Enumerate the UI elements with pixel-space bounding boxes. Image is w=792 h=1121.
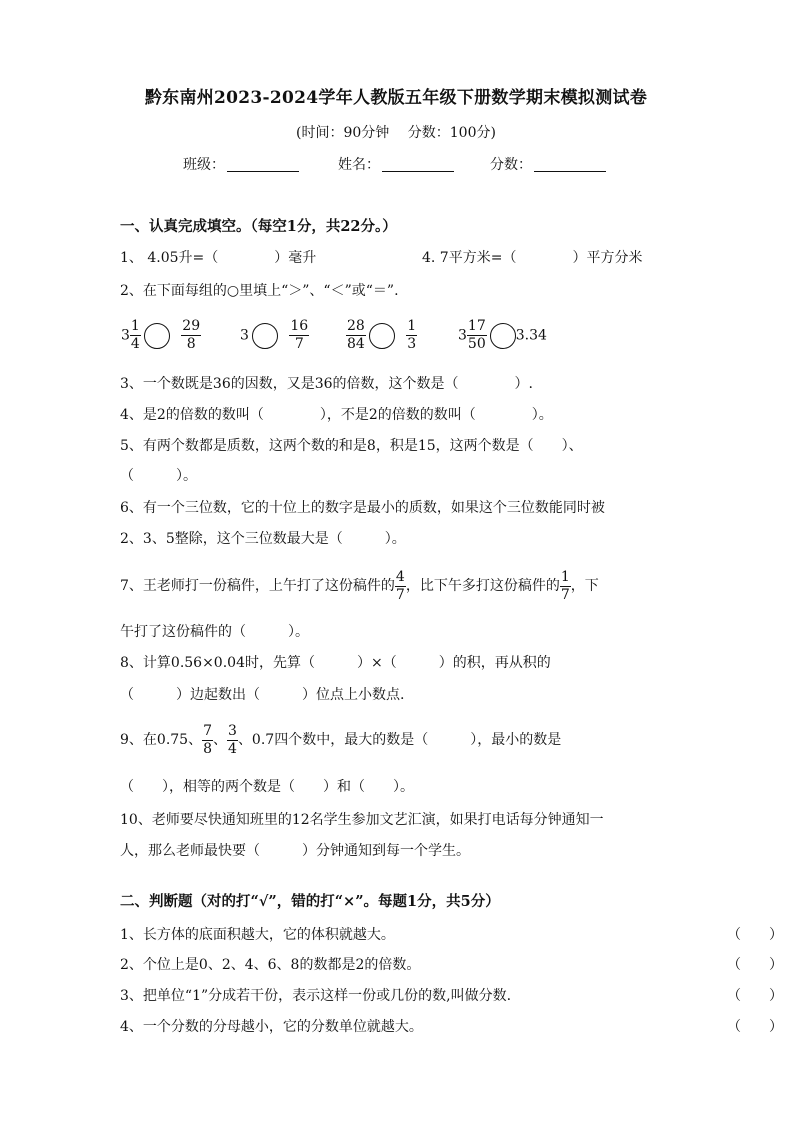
question-7-line2: 午打了这份稿件的（ ）。 bbox=[120, 624, 309, 640]
fraction-denominator: 50 bbox=[467, 336, 486, 352]
question-6-line1: 6、有一个三位数，它的十位上的数字是最小的质数，如果这个三位数能同时被 bbox=[120, 500, 605, 516]
fraction-numerator: 3 bbox=[228, 722, 237, 739]
question-9-line2: （ ），相等的两个数是（ ）和（ ）。 bbox=[120, 779, 414, 795]
question-8-line2: （ ）边起数出（ ）位点上小数点. bbox=[120, 687, 405, 703]
question-1b: 4. 7平方米=（ ）平方分米 bbox=[422, 250, 643, 266]
fraction bbox=[181, 318, 201, 353]
compare-circle[interactable] bbox=[369, 323, 395, 349]
class-label: 班级： bbox=[183, 157, 225, 173]
question-7-text-b: ，比下午多打这份稿件的 bbox=[405, 578, 560, 594]
judge-item bbox=[120, 955, 783, 975]
answer-paren[interactable]: （ ） bbox=[727, 957, 783, 973]
class-field[interactable] bbox=[183, 155, 299, 175]
answer-paren[interactable]: （ ） bbox=[727, 988, 783, 1004]
mixed-whole: 3 bbox=[121, 327, 130, 344]
compare-circle[interactable] bbox=[252, 323, 278, 349]
fraction bbox=[130, 318, 141, 353]
fraction bbox=[346, 318, 366, 353]
question-5-line2: （ ）。 bbox=[120, 468, 197, 484]
question-9-line1 bbox=[120, 720, 561, 760]
fraction-denominator: 84 bbox=[347, 336, 365, 352]
section1-heading: 一、认真完成填空。（每空1分，共22分。） bbox=[120, 218, 397, 235]
fraction bbox=[227, 723, 238, 758]
judge-statement: 4、一个分数的分母越小，它的分数单位就越大。 bbox=[120, 1019, 423, 1035]
fraction-denominator: 7 bbox=[294, 336, 304, 352]
name-field[interactable] bbox=[338, 155, 454, 175]
judge-item bbox=[120, 1017, 783, 1037]
fraction-denominator: 4 bbox=[228, 740, 237, 757]
fraction-numerator: 1 bbox=[130, 318, 140, 334]
question-1a: 1、 4.05升=（ ）毫升 bbox=[120, 250, 317, 266]
fraction bbox=[202, 723, 213, 758]
question-10-line2: 人，那么老师最快要（ ）分钟通知到每一个学生。 bbox=[120, 843, 470, 859]
fraction bbox=[406, 318, 417, 353]
score-blank[interactable] bbox=[534, 156, 606, 172]
question-8-line1: 8、计算0.56×0.04时，先算（ ）×（ ）的积，再从积的 bbox=[120, 655, 551, 671]
section2-heading: 二、判断题（对的打“√”，错的打“×”。每题1分，共5分） bbox=[120, 893, 500, 910]
fraction-denominator: 7 bbox=[395, 586, 405, 603]
fraction-numerator: 7 bbox=[203, 722, 213, 739]
fraction bbox=[467, 318, 487, 353]
page-title: 黔东南州2023-2024学年人教版五年级下册数学期末模拟测试卷 bbox=[144, 88, 648, 108]
fraction-numerator: 1 bbox=[560, 568, 570, 585]
fraction-numerator: 29 bbox=[182, 318, 201, 334]
question-9-text-b: 、0.7四个数中，最大的数是（ ），最小的数是 bbox=[237, 732, 562, 748]
compare-circle[interactable] bbox=[490, 323, 516, 349]
score-field[interactable] bbox=[490, 155, 606, 175]
question-2: 2、在下面每组的○里填上“＞”、“＜”或“＝”. bbox=[120, 283, 399, 299]
question-3: 3、一个数既是36的因数，又是36的倍数，这个数是（ ）. bbox=[120, 376, 533, 392]
fraction-numerator: 1 bbox=[407, 318, 417, 334]
compare-circle[interactable] bbox=[144, 323, 170, 349]
question-5-line1: 5、有两个数都是质数，这两个数的和是8，积是15，这两个数是（ ）、 bbox=[120, 438, 583, 454]
compare-group-2 bbox=[240, 318, 309, 358]
fraction-numerator: 28 bbox=[347, 318, 365, 334]
score-label: 分数： bbox=[490, 157, 532, 173]
fraction-numerator: 4 bbox=[395, 568, 405, 585]
fraction bbox=[560, 569, 571, 604]
exam-time-score: (时间：90分钟 分数：100分) bbox=[296, 125, 496, 141]
fraction-denominator: 8 bbox=[186, 336, 196, 352]
compare-group-1 bbox=[121, 318, 201, 358]
compare-group-3 bbox=[346, 318, 417, 358]
class-blank[interactable] bbox=[227, 156, 299, 172]
question-7-text-a: 7、王老师打一份稿件，上午打了这份稿件的 bbox=[120, 578, 395, 594]
judge-statement: 3、把单位“1”分成若干份，表示这样一份或几份的数,叫做分数. bbox=[120, 988, 512, 1004]
fraction-numerator: 17 bbox=[467, 318, 486, 334]
mixed-whole: 3 bbox=[458, 327, 467, 344]
question-10-line1: 10、老师要尽快通知班里的12名学生参加文艺汇演，如果打电话每分钟通知一 bbox=[120, 812, 604, 828]
fraction bbox=[395, 569, 406, 604]
fraction-denominator: 8 bbox=[203, 740, 213, 757]
fraction bbox=[289, 318, 309, 353]
question-4: 4、是2的倍数的数叫（ ），不是2的倍数的数叫（ ）。 bbox=[120, 407, 553, 423]
fraction-denominator: 4 bbox=[130, 336, 140, 352]
decimal-value: 3.34 bbox=[515, 327, 547, 344]
judge-item bbox=[120, 925, 783, 945]
judge-statement: 2、个位上是0、2、4、6、8的数都是2的倍数。 bbox=[120, 957, 421, 973]
answer-paren[interactable]: （ ） bbox=[727, 927, 783, 943]
fraction-denominator: 3 bbox=[407, 336, 417, 352]
answer-paren[interactable]: （ ） bbox=[727, 1019, 783, 1035]
compare-group-4 bbox=[458, 318, 547, 358]
fraction-denominator: 7 bbox=[560, 586, 570, 603]
question-9-text-a: 9、在0.75、 bbox=[120, 732, 203, 748]
name-blank[interactable] bbox=[382, 156, 454, 172]
question-6-line2: 2、3、5整除，这个三位数最大是（ ）。 bbox=[120, 531, 406, 547]
whole-number: 3 bbox=[240, 327, 249, 344]
question-9-sep: 、 bbox=[213, 732, 228, 748]
question-7-line1 bbox=[120, 566, 599, 606]
fraction-numerator: 16 bbox=[290, 318, 309, 334]
judge-statement: 1、长方体的底面积越大，它的体积就越大。 bbox=[120, 927, 395, 943]
question-7-text-c: ，下 bbox=[570, 578, 599, 594]
judge-item bbox=[120, 986, 783, 1006]
name-label: 姓名： bbox=[338, 157, 380, 173]
